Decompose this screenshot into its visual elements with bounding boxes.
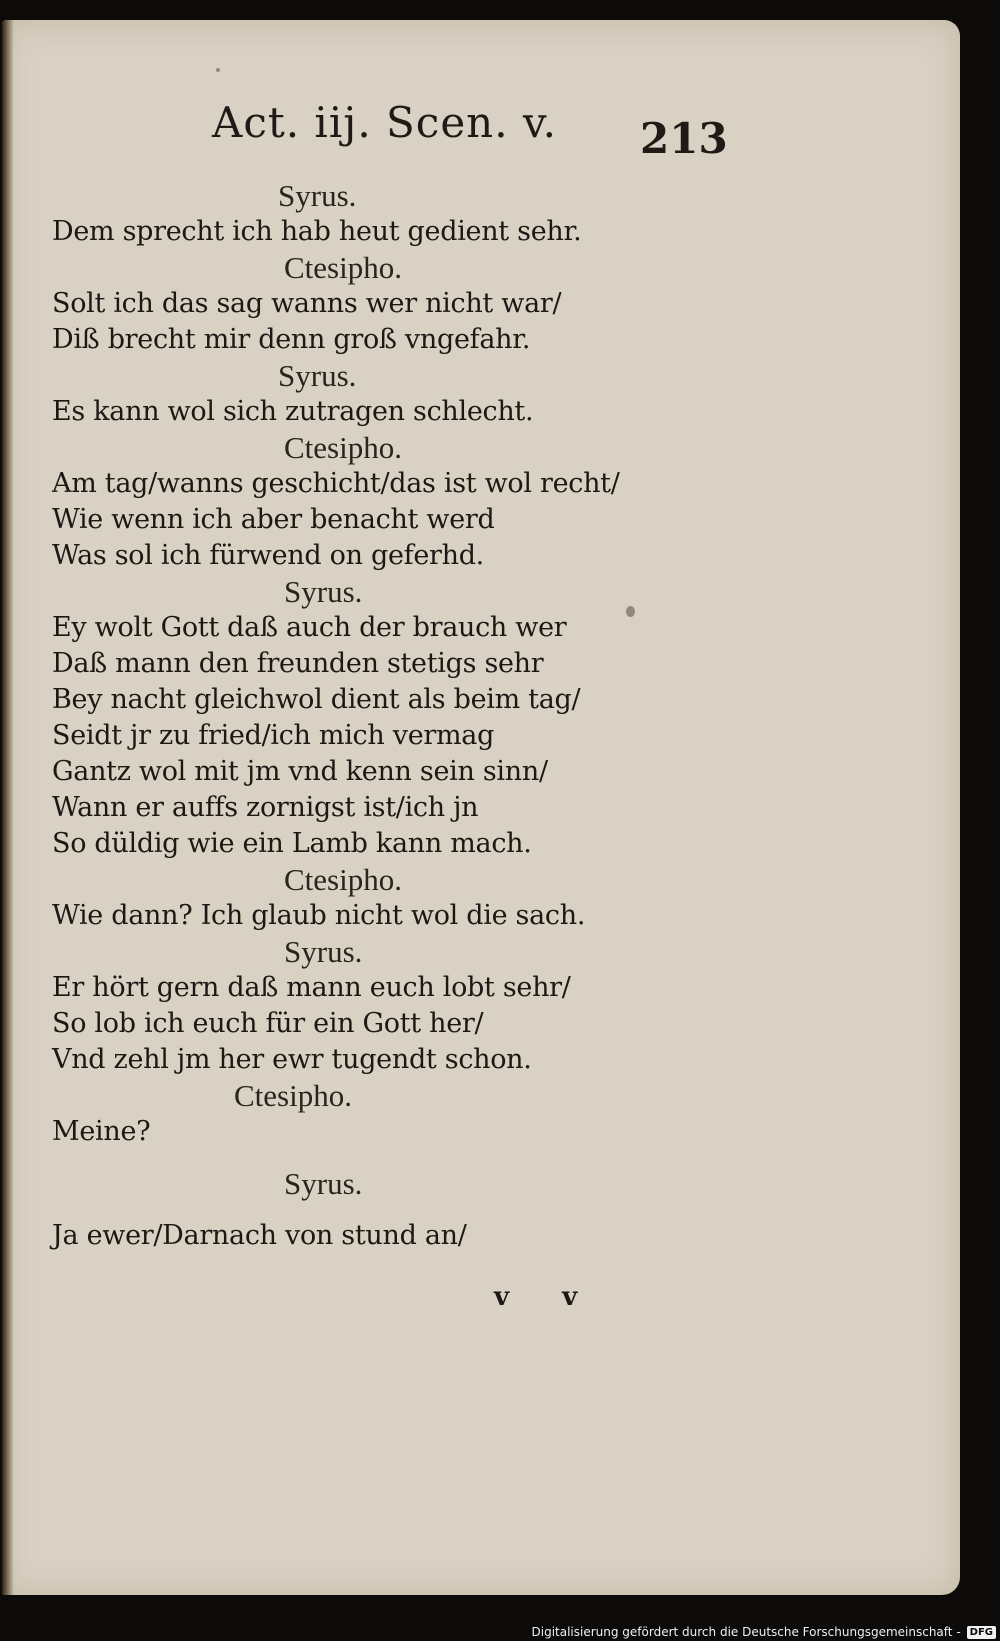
verse-line: Ja ewer/Darnach von stund an/ (52, 1220, 467, 1251)
verse-line: Diß brecht mir denn groß vngefahr. (52, 324, 531, 355)
speaker-name: Ctesipho. (284, 862, 402, 897)
dfg-logo-icon: DFG (967, 1626, 996, 1639)
line-gap (52, 1150, 692, 1166)
verse-line: Wie dann? Ich glaub nicht wol die sach. (52, 900, 586, 931)
verse-line: Ey wolt Gott daß auch der brauch wer (52, 612, 567, 643)
verse-line: Bey nacht gleichwol dient als beim tag/ (52, 684, 581, 715)
verse-line: Seidt jr zu fried/ich mich vermag (52, 720, 495, 751)
speaker-name: Syrus. (278, 178, 357, 213)
speaker-name: Ctesipho. (234, 1078, 352, 1113)
speaker-name: Syrus. (278, 358, 357, 393)
verse-line: So lob ich euch für ein Gott her/ (52, 1008, 484, 1039)
speaker-name: Syrus. (284, 574, 363, 609)
verse-line: Wann er auffs zornigst ist/ich jn (52, 792, 479, 823)
page-number: 213 (640, 114, 728, 163)
verse-line: Gantz wol mit jm vnd kenn sein sinn/ (52, 756, 548, 787)
speaker-name: Syrus. (284, 934, 363, 969)
verse-line: Solt ich das sag wanns wer nicht war/ (52, 288, 562, 319)
speaker-name: Ctesipho. (284, 430, 402, 465)
verse-line: Dem sprecht ich hab heut gedient sehr. (52, 216, 582, 247)
verse-line: Was sol ich fürwend on geferhd. (52, 540, 484, 571)
book-page (2, 20, 960, 1595)
ink-spot (626, 606, 635, 617)
verse-line: Wie wenn ich aber benacht werd (52, 504, 495, 535)
verse-line: Vnd zehl jm her ewr tugendt schon. (52, 1044, 532, 1075)
line-gap (52, 1202, 692, 1218)
verse-line: Am tag/wanns geschicht/das ist wol recht/ (52, 468, 620, 499)
verse-line: Es kann wol sich zutragen schlecht. (52, 396, 534, 427)
verse-line: Daß mann den freunden stetigs sehr (52, 648, 544, 679)
ink-spot (216, 68, 220, 72)
verse-text-block (52, 178, 692, 1254)
credit-text: Digitalisierung gefördert durch die Deutsche Forschungsgemeinschaft - (531, 1625, 961, 1639)
verse-line: Meine? (52, 1116, 151, 1147)
running-head: Act. iij. Scen. v. (212, 98, 558, 147)
speaker-name: Syrus. (284, 1166, 363, 1201)
verse-line: So düldig wie ein Lamb kann mach. (52, 828, 532, 859)
signature-mark: v v (494, 1282, 600, 1312)
digitization-credit (532, 1625, 997, 1639)
speaker-name: Ctesipho. (284, 250, 402, 285)
verse-line: Er hört gern daß mann euch lobt sehr/ (52, 972, 571, 1003)
